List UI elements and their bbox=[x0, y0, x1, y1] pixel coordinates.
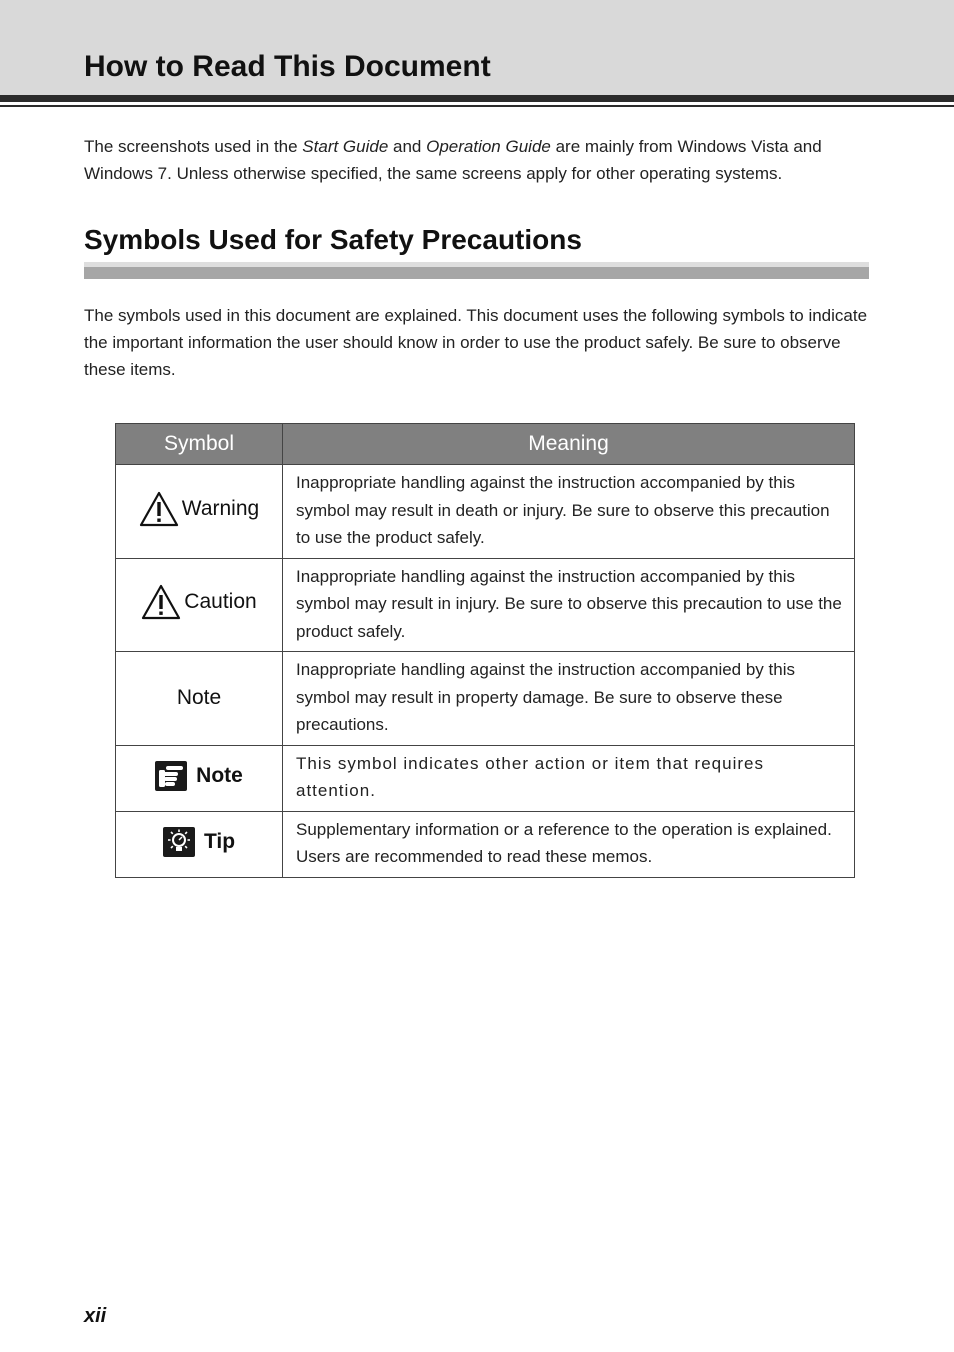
symbol-label-note: Note bbox=[176, 686, 222, 710]
symbol-label-warning: Warning bbox=[181, 496, 260, 520]
table-row bbox=[116, 745, 855, 811]
title-rule-thin bbox=[0, 105, 954, 107]
symbol-tip bbox=[163, 827, 235, 857]
meaning-cell: Inappropriate handling against the instruction accompanied by this symbol may result in injury. Be sure to observe this precaution to use the product safely. bbox=[283, 558, 855, 652]
symbols-table bbox=[115, 423, 855, 878]
table-row bbox=[116, 465, 855, 559]
header-symbol: Symbol bbox=[116, 424, 283, 465]
symbol-note-icon bbox=[155, 761, 243, 791]
title-rule-thick bbox=[0, 95, 954, 102]
meaning-cell: Supplementary information or a reference to the operation is explained. Users are recommended to read these memos. bbox=[283, 811, 855, 877]
meaning-cell: This symbol indicates other action or item that requires attention. bbox=[283, 745, 855, 811]
intro-text-before: The screenshots used in the bbox=[84, 137, 303, 156]
intro-text-mid: and bbox=[388, 137, 427, 156]
table-row bbox=[116, 652, 855, 746]
meaning-cell: Inappropriate handling against the instruction accompanied by this symbol may result in death or injury. Be sure to observe this precaution to use the product safely. bbox=[283, 465, 855, 559]
caution-triangle-icon bbox=[141, 584, 181, 620]
lightbulb-icon bbox=[163, 827, 195, 857]
pointing-hand-icon bbox=[155, 761, 187, 791]
meaning-cell: Inappropriate handling against the instruction accompanied by this symbol may result in property damage. Be sure to observe these precautions. bbox=[283, 652, 855, 746]
table-row bbox=[116, 811, 855, 877]
section-rule-dark bbox=[84, 267, 869, 279]
table-header-row bbox=[116, 424, 855, 465]
section-paragraph: The symbols used in this document are explained. This document uses the following symbols to indicate the important information the user should know in order to use the product safely. Be sure to observe these items. bbox=[84, 306, 868, 379]
header-meaning: Meaning bbox=[283, 424, 855, 465]
symbol-label-caution: Caution bbox=[184, 590, 257, 614]
symbol-cell-note-icon bbox=[116, 745, 283, 811]
intro-paragraph bbox=[84, 133, 874, 187]
intro-text-after: are mainly from Windows Vista and Windows 7. Unless otherwise specified, the same screens apply for other operating systems. bbox=[84, 137, 822, 183]
symbol-caution bbox=[141, 584, 256, 620]
intro-operation-guide-title: Operation Guide bbox=[426, 137, 551, 156]
symbol-warning bbox=[139, 491, 259, 527]
symbol-cell-caution bbox=[116, 558, 283, 652]
table-row bbox=[116, 558, 855, 652]
page-title: How to Read This Document bbox=[84, 50, 491, 83]
symbol-cell-warning bbox=[116, 465, 283, 559]
symbol-cell-tip bbox=[116, 811, 283, 877]
symbol-label-tip: Tip bbox=[203, 829, 236, 853]
symbol-cell-note bbox=[116, 652, 283, 746]
symbol-label-note-icon: Note bbox=[196, 763, 243, 787]
section-title: Symbols Used for Safety Precautions bbox=[84, 224, 582, 255]
warning-triangle-icon bbox=[139, 491, 179, 527]
intro-start-guide-title: Start Guide bbox=[302, 137, 389, 156]
symbol-note-plain bbox=[177, 686, 221, 710]
page-number: xii bbox=[84, 1305, 107, 1327]
